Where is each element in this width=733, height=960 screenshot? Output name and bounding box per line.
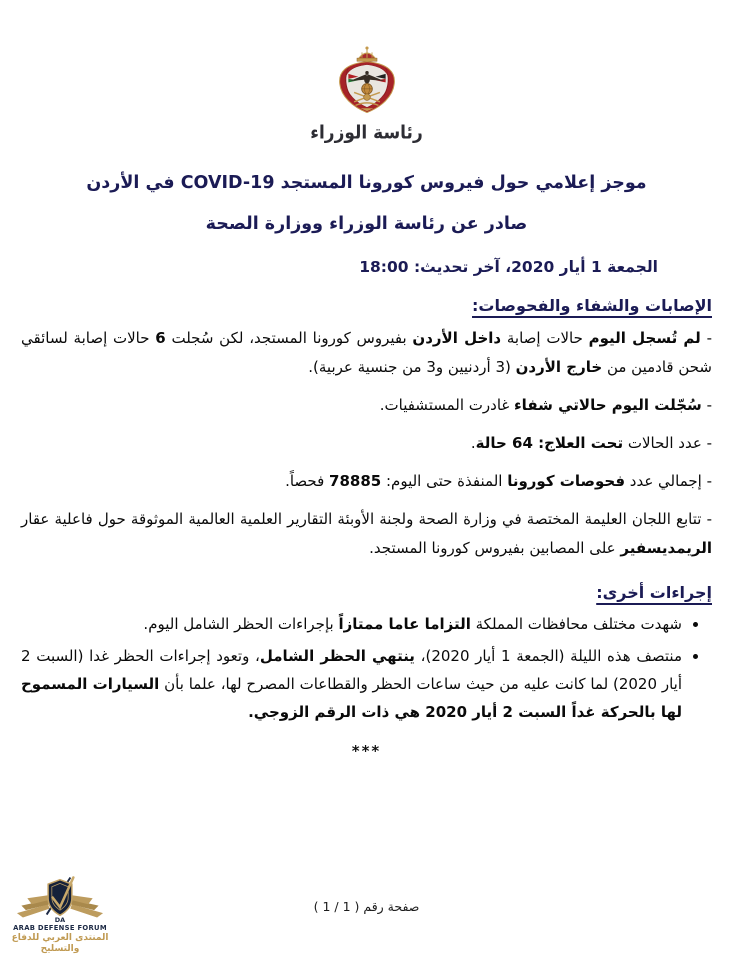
text-run: . — [470, 434, 476, 452]
text-run: 78885 — [329, 472, 382, 490]
text-run: بإجراءات الحظر الشامل اليوم. — [143, 615, 339, 633]
paragraph-recoveries — [21, 391, 712, 420]
text-run: غادرت المستشفيات. — [379, 396, 515, 414]
section-heading-measures: إجراءات أخرى: — [596, 583, 712, 602]
text-run: حالات إصابة لسائقي شحن قادمين من — [21, 329, 712, 376]
section-heading-stats: الإصابات والشفاء والفحوصات: — [472, 296, 712, 315]
text-run: سُجّلت اليوم حالاتي شفاء — [514, 396, 702, 414]
text-run: السيارات المسموح لها بالحركة غداً السبت 2 أيار 2020 هي ذات الرقم الزوجي. — [21, 675, 682, 721]
page-number: صفحة رقم ( 1 / 1 ) — [313, 899, 420, 914]
text-run: - إجمالي عدد — [625, 472, 712, 490]
text-run: التزاما عاما ممتازاً — [338, 615, 471, 633]
list-item-curfew-compliance — [21, 610, 682, 638]
text-run: على المصابين بفيروس كورونا المستجد. — [369, 539, 621, 557]
separator-stars: *** — [351, 742, 382, 760]
text-run: منتصف هذه الليلة (الجمعة 1 أيار 2020)، — [414, 647, 682, 665]
text-run: 6 — [155, 329, 166, 347]
text-run: - عدد الحالات — [623, 434, 712, 452]
text-run: ، وتعود إجراءات الحظر غدا (السبت 2 أيار 2020) لما كانت عليه من حيث ساعات الحظر والقطاعات المصرح لها، علما بأن — [21, 647, 682, 693]
text-run: فحوصات كورونا — [507, 472, 626, 490]
text-run: - — [700, 329, 712, 347]
paragraph-remdesivir — [21, 505, 712, 563]
jordan-crest-icon — [324, 42, 410, 120]
adf-name-english: ARAB DEFENSE FORUM — [13, 923, 107, 932]
text-run: الريمديسفير — [620, 539, 712, 557]
document-subtitle: صادر عن رئاسة الوزراء ووزارة الصحة — [205, 214, 528, 234]
adf-monogram: DA — [54, 916, 66, 925]
date-line: الجمعة 1 أيار 2020، آخر تحديث: 18:00 — [359, 258, 658, 276]
text-run: داخل الأردن — [412, 329, 502, 347]
text-run: لم تُسجل اليوم — [588, 329, 701, 347]
text-run: ينتهي الحظر الشامل — [259, 647, 415, 665]
text-run: بفيروس كورونا المستجد، لكن سُجلت — [165, 329, 413, 347]
adf-name-arabic: المنتدى العربي للدفاع والتسليح — [11, 933, 109, 954]
document-title: موجز إعلامي حول فيروس كورونا المستجد COVID-19 في الأردن — [86, 173, 647, 193]
paragraph-total-tests — [21, 467, 712, 496]
document-body — [0, 173, 733, 760]
list-item-curfew-end — [21, 642, 682, 726]
crest-caption: رئاسة الوزراء — [310, 122, 423, 144]
text-run: فحصاً. — [285, 472, 330, 490]
measures-list — [21, 610, 712, 726]
text-run: حالات إصابة — [501, 329, 589, 347]
arab-defense-forum-watermark — [8, 876, 112, 954]
text-run: - تتابع اللجان العليمة المختصة في وزارة الصحة ولجنة الأوبئة التقارير العلمية العالمية الموثوقة حول فاعلية عقار — [21, 510, 712, 528]
text-run: (3 أردنيين و3 من جنسية عربية). — [308, 358, 516, 376]
text-run: المنفذة حتى اليوم: — [381, 472, 508, 490]
text-run: خارج الأردن — [515, 358, 603, 376]
text-run: - — [701, 396, 712, 414]
paragraph-under-treatment — [21, 429, 712, 458]
jordan-coat-of-arms — [0, 0, 733, 143]
text-run: تحت العلاج: 64 حالة — [475, 434, 624, 452]
text-run: شهدت مختلف محافظات المملكة — [470, 615, 682, 633]
paragraph-no-local-cases — [21, 324, 712, 382]
